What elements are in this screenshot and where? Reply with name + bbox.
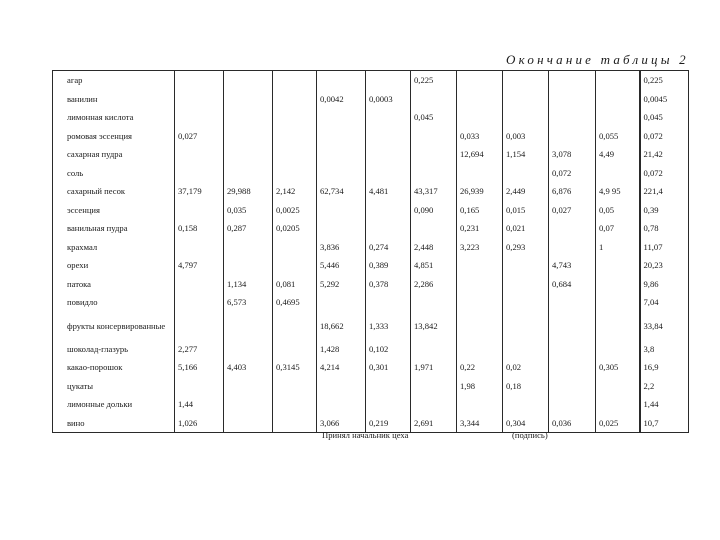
total-cell: 33,84 <box>640 312 689 340</box>
value-cell <box>366 201 411 220</box>
value-cell: 4,743 <box>549 256 596 275</box>
value-cell <box>596 395 640 414</box>
total-cell: 10,7 <box>640 414 689 433</box>
value-cell <box>175 238 224 257</box>
value-cell: 26,939 <box>457 182 503 201</box>
value-cell <box>175 201 224 220</box>
total-cell: 0,0045 <box>640 90 689 109</box>
accepted-by-label: Принял начальник цеха <box>322 430 409 440</box>
value-cell <box>457 312 503 340</box>
value-cell: 0,165 <box>457 201 503 220</box>
value-cell <box>457 275 503 294</box>
value-cell <box>411 293 457 312</box>
value-cell <box>317 108 366 127</box>
value-cell <box>273 164 317 183</box>
value-cell: 4,481 <box>366 182 411 201</box>
table-row <box>53 90 689 109</box>
ingredient-name: какао-порошок <box>53 358 175 377</box>
ingredients-table-container <box>52 70 688 446</box>
value-cell <box>273 414 317 433</box>
value-cell <box>273 340 317 359</box>
ingredient-name: лимонные дольки <box>53 395 175 414</box>
total-cell: 0,045 <box>640 108 689 127</box>
table-caption: Окончание таблицы 2 <box>506 52 689 67</box>
value-cell: 0,219 <box>366 414 411 433</box>
value-cell <box>549 127 596 146</box>
value-cell <box>503 71 549 90</box>
value-cell <box>175 275 224 294</box>
table-row <box>53 377 689 396</box>
value-cell <box>596 312 640 340</box>
value-cell <box>224 108 273 127</box>
value-cell: 0,102 <box>366 340 411 359</box>
value-cell <box>317 201 366 220</box>
ingredient-name: патока <box>53 275 175 294</box>
value-cell: 4,797 <box>175 256 224 275</box>
value-cell <box>366 395 411 414</box>
value-cell: 4,851 <box>411 256 457 275</box>
value-cell <box>503 108 549 127</box>
value-cell <box>549 358 596 377</box>
value-cell <box>366 71 411 90</box>
value-cell: 2,691 <box>411 414 457 433</box>
value-cell <box>457 108 503 127</box>
value-cell: 4,403 <box>224 358 273 377</box>
value-cell: 0,055 <box>596 127 640 146</box>
value-cell <box>596 108 640 127</box>
ingredient-name: сахарная пудра <box>53 145 175 164</box>
value-cell: 18,662 <box>317 312 366 340</box>
signature-label: (подпись) <box>512 430 548 440</box>
ingredient-name: агар <box>53 71 175 90</box>
value-cell: 0,021 <box>503 219 549 238</box>
value-cell <box>457 164 503 183</box>
value-cell: 3,078 <box>549 145 596 164</box>
value-cell: 0,293 <box>503 238 549 257</box>
value-cell <box>596 340 640 359</box>
total-cell: 221,4 <box>640 182 689 201</box>
value-cell <box>503 256 549 275</box>
table-row <box>53 71 689 90</box>
value-cell: 29,988 <box>224 182 273 201</box>
value-cell <box>503 312 549 340</box>
table-row <box>53 275 689 294</box>
value-cell <box>549 71 596 90</box>
value-cell <box>175 108 224 127</box>
value-cell <box>273 238 317 257</box>
total-cell: 0,39 <box>640 201 689 220</box>
value-cell <box>273 108 317 127</box>
ingredient-name: эссенция <box>53 201 175 220</box>
value-cell <box>411 90 457 109</box>
value-cell: 6,876 <box>549 182 596 201</box>
value-cell: 0,389 <box>366 256 411 275</box>
value-cell: 5,446 <box>317 256 366 275</box>
value-cell: 6,573 <box>224 293 273 312</box>
value-cell <box>366 293 411 312</box>
value-cell: 0,158 <box>175 219 224 238</box>
value-cell: 1,134 <box>224 275 273 294</box>
table-row <box>53 201 689 220</box>
value-cell <box>411 164 457 183</box>
value-cell <box>549 312 596 340</box>
value-cell: 0,4695 <box>273 293 317 312</box>
value-cell <box>457 90 503 109</box>
value-cell <box>273 256 317 275</box>
value-cell: 0,378 <box>366 275 411 294</box>
value-cell <box>175 312 224 340</box>
value-cell <box>224 238 273 257</box>
value-cell <box>224 145 273 164</box>
value-cell <box>175 90 224 109</box>
value-cell: 0,225 <box>411 71 457 90</box>
value-cell <box>175 164 224 183</box>
table-row <box>53 312 689 340</box>
ingredient-name: лимонная кислота <box>53 108 175 127</box>
value-cell <box>175 293 224 312</box>
value-cell: 0,081 <box>273 275 317 294</box>
value-cell <box>549 219 596 238</box>
value-cell: 0,015 <box>503 201 549 220</box>
total-cell: 0,225 <box>640 71 689 90</box>
table-row <box>53 182 689 201</box>
value-cell: 3,344 <box>457 414 503 433</box>
value-cell: 1,154 <box>503 145 549 164</box>
value-cell: 0,036 <box>549 414 596 433</box>
value-cell <box>224 340 273 359</box>
table-row <box>53 145 689 164</box>
value-cell: 0,0042 <box>317 90 366 109</box>
ingredient-name: орехи <box>53 256 175 275</box>
value-cell <box>317 377 366 396</box>
value-cell: 12,694 <box>457 145 503 164</box>
value-cell <box>549 293 596 312</box>
value-cell: 2,448 <box>411 238 457 257</box>
total-cell: 1,44 <box>640 395 689 414</box>
total-cell: 21,42 <box>640 145 689 164</box>
value-cell: 2,449 <box>503 182 549 201</box>
total-cell: 11,07 <box>640 238 689 257</box>
value-cell: 37,179 <box>175 182 224 201</box>
table-row <box>53 293 689 312</box>
value-cell <box>317 293 366 312</box>
value-cell: 0,304 <box>503 414 549 433</box>
value-cell <box>317 71 366 90</box>
value-cell: 0,0025 <box>273 201 317 220</box>
total-cell: 9,86 <box>640 275 689 294</box>
value-cell <box>224 256 273 275</box>
ingredient-name: ванильная пудра <box>53 219 175 238</box>
table-row <box>53 395 689 414</box>
value-cell: 0,305 <box>596 358 640 377</box>
value-cell <box>366 377 411 396</box>
table-row <box>53 108 689 127</box>
value-cell <box>317 395 366 414</box>
value-cell: 1,333 <box>366 312 411 340</box>
ingredient-name: цукаты <box>53 377 175 396</box>
value-cell <box>549 108 596 127</box>
total-cell: 7,04 <box>640 293 689 312</box>
ingredient-name: вино <box>53 414 175 433</box>
value-cell <box>224 90 273 109</box>
total-cell: 3,8 <box>640 340 689 359</box>
value-cell <box>317 164 366 183</box>
value-cell <box>596 90 640 109</box>
value-cell <box>317 127 366 146</box>
ingredient-name: соль <box>53 164 175 183</box>
value-cell: 4,49 <box>596 145 640 164</box>
value-cell <box>317 219 366 238</box>
value-cell: 1,971 <box>411 358 457 377</box>
value-cell: 1,428 <box>317 340 366 359</box>
value-cell: 5,292 <box>317 275 366 294</box>
total-cell: 16,9 <box>640 358 689 377</box>
ingredient-name: ромовая эссенция <box>53 127 175 146</box>
value-cell: 0,072 <box>549 164 596 183</box>
value-cell <box>224 414 273 433</box>
value-cell <box>457 340 503 359</box>
table-body <box>53 71 689 433</box>
value-cell <box>366 164 411 183</box>
value-cell: 4,9 95 <box>596 182 640 201</box>
table-row <box>53 340 689 359</box>
value-cell <box>411 219 457 238</box>
value-cell <box>411 145 457 164</box>
value-cell <box>503 395 549 414</box>
table-row <box>53 238 689 257</box>
value-cell: 0,3145 <box>273 358 317 377</box>
value-cell: 1,44 <box>175 395 224 414</box>
value-cell: 2,277 <box>175 340 224 359</box>
value-cell <box>175 145 224 164</box>
value-cell <box>224 395 273 414</box>
value-cell: 2,286 <box>411 275 457 294</box>
value-cell: 2,142 <box>273 182 317 201</box>
value-cell <box>549 395 596 414</box>
ingredient-name: крахмал <box>53 238 175 257</box>
value-cell: 0,027 <box>175 127 224 146</box>
value-cell: 1,026 <box>175 414 224 433</box>
value-cell <box>596 256 640 275</box>
value-cell <box>273 377 317 396</box>
value-cell: 0,05 <box>596 201 640 220</box>
table-row <box>53 256 689 275</box>
value-cell <box>503 164 549 183</box>
value-cell <box>273 395 317 414</box>
value-cell <box>549 377 596 396</box>
value-cell <box>224 377 273 396</box>
value-cell <box>317 145 366 164</box>
value-cell <box>411 377 457 396</box>
value-cell: 3,066 <box>317 414 366 433</box>
value-cell <box>273 145 317 164</box>
value-cell <box>503 340 549 359</box>
value-cell: 0,07 <box>596 219 640 238</box>
value-cell <box>596 275 640 294</box>
value-cell: 1 <box>596 238 640 257</box>
value-cell <box>457 395 503 414</box>
value-cell <box>457 256 503 275</box>
value-cell: 0,090 <box>411 201 457 220</box>
ingredient-name: сахарный песок <box>53 182 175 201</box>
value-cell <box>411 395 457 414</box>
ingredients-table <box>52 70 689 433</box>
value-cell: 13,842 <box>411 312 457 340</box>
total-cell: 2,2 <box>640 377 689 396</box>
total-cell: 0,78 <box>640 219 689 238</box>
value-cell <box>366 108 411 127</box>
value-cell: 0,287 <box>224 219 273 238</box>
value-cell <box>596 377 640 396</box>
table-row <box>53 164 689 183</box>
value-cell <box>273 127 317 146</box>
table-row <box>53 358 689 377</box>
ingredient-name: шоколад-глазурь <box>53 340 175 359</box>
value-cell: 0,0003 <box>366 90 411 109</box>
value-cell <box>224 312 273 340</box>
value-cell <box>175 377 224 396</box>
value-cell <box>503 275 549 294</box>
value-cell <box>224 71 273 90</box>
value-cell: 0,301 <box>366 358 411 377</box>
value-cell: 0,027 <box>549 201 596 220</box>
value-cell: 0,033 <box>457 127 503 146</box>
value-cell: 0,18 <box>503 377 549 396</box>
value-cell <box>224 164 273 183</box>
value-cell <box>411 127 457 146</box>
value-cell: 1,98 <box>457 377 503 396</box>
value-cell: 43,317 <box>411 182 457 201</box>
value-cell: 4,214 <box>317 358 366 377</box>
value-cell: 0,231 <box>457 219 503 238</box>
value-cell <box>273 90 317 109</box>
value-cell <box>549 340 596 359</box>
value-cell: 0,684 <box>549 275 596 294</box>
value-cell <box>596 293 640 312</box>
value-cell: 0,035 <box>224 201 273 220</box>
value-cell <box>596 164 640 183</box>
value-cell: 0,045 <box>411 108 457 127</box>
value-cell <box>457 293 503 312</box>
value-cell <box>596 71 640 90</box>
value-cell: 0,274 <box>366 238 411 257</box>
table-row <box>53 219 689 238</box>
value-cell <box>366 219 411 238</box>
value-cell <box>411 340 457 359</box>
value-cell <box>503 90 549 109</box>
value-cell <box>273 71 317 90</box>
value-cell: 0,003 <box>503 127 549 146</box>
value-cell <box>224 127 273 146</box>
value-cell: 3,836 <box>317 238 366 257</box>
value-cell <box>366 145 411 164</box>
value-cell: 0,02 <box>503 358 549 377</box>
ingredient-name: ванилин <box>53 90 175 109</box>
value-cell <box>457 71 503 90</box>
value-cell <box>503 293 549 312</box>
total-cell: 20,23 <box>640 256 689 275</box>
table-row <box>53 127 689 146</box>
value-cell <box>366 127 411 146</box>
value-cell: 5,166 <box>175 358 224 377</box>
value-cell: 0,025 <box>596 414 640 433</box>
value-cell: 0,22 <box>457 358 503 377</box>
total-cell: 0,072 <box>640 164 689 183</box>
value-cell <box>273 312 317 340</box>
total-cell: 0,072 <box>640 127 689 146</box>
value-cell <box>175 71 224 90</box>
value-cell: 3,223 <box>457 238 503 257</box>
value-cell: 0,0205 <box>273 219 317 238</box>
ingredient-name: фрукты консервированные <box>53 312 175 340</box>
ingredient-name: повидло <box>53 293 175 312</box>
value-cell <box>549 238 596 257</box>
value-cell: 62,734 <box>317 182 366 201</box>
value-cell <box>549 90 596 109</box>
